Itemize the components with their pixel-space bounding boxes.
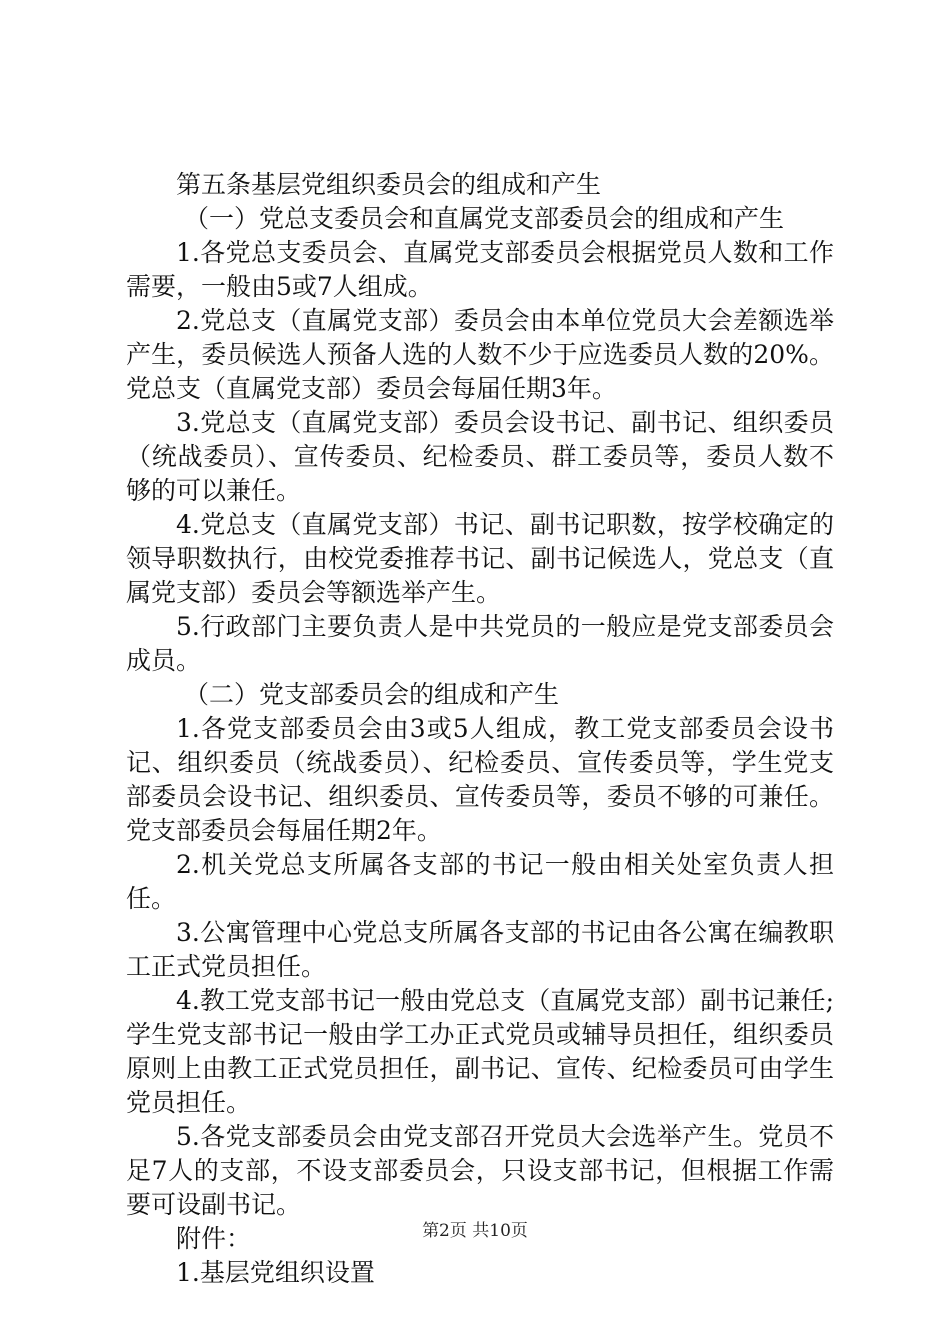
section-heading-1: （一）党总支委员会和直属党支部委员会的组成和产生 <box>184 204 785 233</box>
paragraph: 4.党总支（直属党支部）书记、副书记职数，按学校确定的领导职数执行，由校党委推荐书记、副书记候选人，党总支（直属党支部）委员会等额选举产生。 <box>126 510 834 607</box>
paragraph: 1.各党支部委员会由3或5人组成，教工党支部委员会设书记、组织委员（统战委员）、纪检委员、宣传委员等，学生党支部委员会设书记、组织委员、宣传委员等，委员不够的可兼任。党支部委员会每届任期2年。 <box>126 714 834 845</box>
paragraph: 5.各党支部委员会由党支部召开党员大会选举产生。党员不足7人的支部，不设支部委员会，只设支部书记，但根据工作需要可设副书记。 <box>126 1122 834 1219</box>
paragraph: 3.党总支（直属党支部）委员会设书记、副书记、组织委员（统战委员）、宣传委员、纪检委员、群工委员等，委员人数不够的可以兼任。 <box>126 408 834 505</box>
paragraph: 3.公寓管理中心党总支所属各支部的书记由各公寓在编教职工正式党员担任。 <box>126 918 834 981</box>
paragraph: 1.各党总支委员会、直属党支部委员会根据党员人数和工作需要，一般由5或7人组成。 <box>126 238 834 301</box>
paragraph: 2.机关党总支所属各支部的书记一般由相关处室负责人担任。 <box>126 850 834 913</box>
paragraph: 5.行政部门主要负责人是中共党员的一般应是党支部委员会成员。 <box>126 612 834 675</box>
attachment-item: 1.基层党组织设置 <box>176 1258 375 1287</box>
document-body <box>126 168 834 1290</box>
page-number-footer: 第2页 共10页 <box>422 1221 528 1241</box>
attachment-label: 附件： <box>176 1224 252 1253</box>
paragraph: 4.教工党支部书记一般由党总支（直属党支部）副书记兼任;学生党支部书记一般由学工办正式党员或辅导员担任，组织委员原则上由教工正式党员担任，副书记、宣传、纪检委员可由学生党员担任。 <box>126 986 834 1117</box>
article-heading: 第五条基层党组织委员会的组成和产生 <box>176 170 602 199</box>
section-heading-2: （二）党支部委员会的组成和产生 <box>184 680 560 709</box>
paragraph: 2.党总支（直属党支部）委员会由本单位党员大会差额选举产生，委员候选人预备人选的人数不少于应选委员人数的20%。党总支（直属党支部）委员会每届任期3年。 <box>126 306 834 403</box>
